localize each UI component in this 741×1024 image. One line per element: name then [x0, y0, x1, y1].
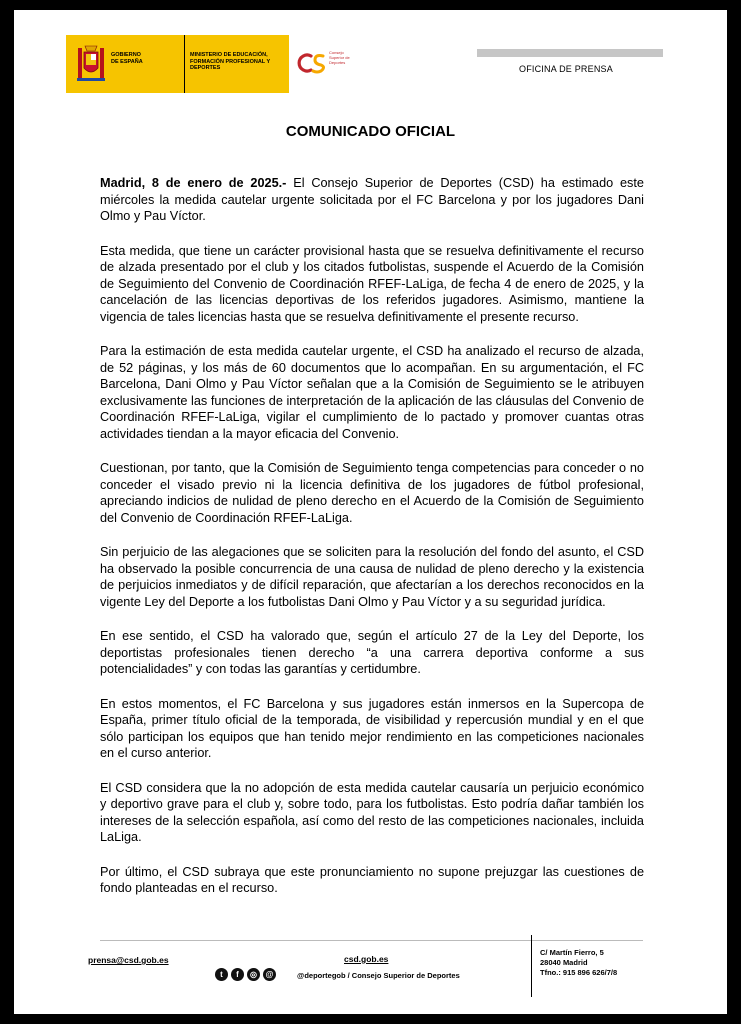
paragraph: En estos momentos, el FC Barcelona y sus jugadores están inmersos en la Supercopa de España, primer título oficial de la temporada, de visibilidad y repercusión mundial y en el que sólo participan los equipos que han tenido mejor rendimiento en las competiciones nacionales en el curso anterior. [100, 696, 644, 760]
social-handle: @deportegob / Consejo Superior de Deportes [297, 971, 460, 980]
facebook-icon[interactable]: f [231, 968, 244, 981]
phone-number: Tfno.: 915 896 626/7/8 [540, 968, 618, 977]
paragraph: Esta medida, que tiene un carácter provisional hasta que se resuelva definitivamente el recurso de alzada presentado por el club y los citados futbolistas, suspende el Acuerdo de la Comisión de Seguimiento del Convenio de Coordinación RFEF-LaLiga, de fecha 4 de enero de 2025, y la cancelación de las licencias deportivas de los referidos jugadores. Asimismo, mantiene la vigencia de tales licencias hasta que se resuelva definitivamente el presente recurso. [100, 243, 644, 324]
government-label: GOBIERNO DE ESPAÑA [111, 52, 143, 65]
paragraph: En ese sentido, el CSD ha valorado que, según el artículo 27 de la Ley del Deporte, los deportistas profesionales tienen derecho “a una carrera deportiva conforme a sus potencialidades” y con todas las garantías y certidumbre. [100, 629, 644, 676]
ministry-logo [184, 35, 289, 93]
dateline: Madrid, 8 de enero de 2025.- [100, 176, 287, 190]
website-link[interactable]: csd.gob.es [344, 954, 389, 964]
paragraph: Cuestionan, por tanto, que la Comisión de Seguimiento tenga competencias para conceder o no conceder el visado previo ni la licencia definitiva de los jugadores de fútbol profesional, apreciando indicios de nulidad de pleno derecho en el Acuerdo de la Comisión de Seguimiento del Convenio de Coordinación RFEF-LaLiga. [100, 461, 644, 525]
csd-sub-label: Consejo Superior de Deportes [329, 50, 350, 65]
threads-icon[interactable]: @ [263, 968, 276, 981]
press-office-label: OFICINA DE PRENSA [519, 64, 613, 74]
paragraph-text: El Consejo Superior de Deportes (CSD) ha estimado este miércoles la medida cautelar urgente solicitada por el FC Barcelona y por los jugadores Dani Olmo y Pau Víctor. [100, 176, 644, 223]
address-line: C/ Martín Fierro, 5 [540, 948, 604, 957]
twitter-icon[interactable]: t [215, 968, 228, 981]
ministry-label: MINISTERIO DE EDUCACIÓN, FORMACIÓN PROFESIONAL Y DEPORTES [190, 52, 271, 71]
paragraph: Sin perjuicio de las alegaciones que se soliciten para la resolución del fondo del asunto, el CSD ha observado la posible concurrencia de una causa de nulidad de pleno derecho y la existencia de perjuicios inmediatos y de difícil reparación, que afectarían a los derechos reconocidos en la vigente Ley del Deporte a los futbolistas Dani Olmo y Pau Víctor y a su seguridad jurídica. [100, 545, 644, 609]
coat-of-arms-icon [74, 42, 108, 86]
social-icons [215, 968, 276, 981]
press-office-bar [477, 49, 663, 57]
document-body [100, 175, 644, 915]
document-title: COMUNICADO OFICIAL [285, 123, 456, 140]
csd-logo-icon [297, 50, 329, 76]
paragraph: Por último, el CSD subraya que este pronunciamiento no supone prejuzgar las cuestiones de fondo planteadas en el recurso. [100, 864, 644, 895]
footer-divider [100, 940, 643, 941]
paragraph [100, 175, 644, 225]
instagram-icon[interactable]: ◎ [247, 968, 260, 981]
government-logo [66, 35, 184, 93]
address-block [540, 948, 617, 978]
press-email-link[interactable]: prensa@csd.gob.es [88, 955, 169, 965]
document-page [14, 10, 727, 1014]
paragraph: El CSD considera que la no adopción de esta medida cautelar causaría un perjuicio económico y deportivo grave para el club y, sobre todo, para los futbolistas. Esto podría dañar también los intereses de la selección española, así como del resto de las competiciones nacionales, incluida LaLiga. [100, 780, 644, 844]
footer-vertical-divider [531, 935, 532, 997]
address-city: 28040 Madrid [540, 958, 588, 967]
paragraph: Para la estimación de esta medida cautelar urgente, el CSD ha analizado el recurso de alzada, de 52 páginas, y los más de 60 documentos que lo acompañan. En su argumentación, el FC Barcelona, Dani Olmo y Pau Víctor señalan que a la Comisión de Seguimiento se le atribuyen exclusivamente las funciones de interpretación de la aplicación de las cláusulas del Convenio de Coordinación RFEF-LaLiga, vigilar el cumplimiento de lo pactado y promover cuantas otras actividades tiendan a la mayor eficacia del Convenio. [100, 344, 644, 441]
